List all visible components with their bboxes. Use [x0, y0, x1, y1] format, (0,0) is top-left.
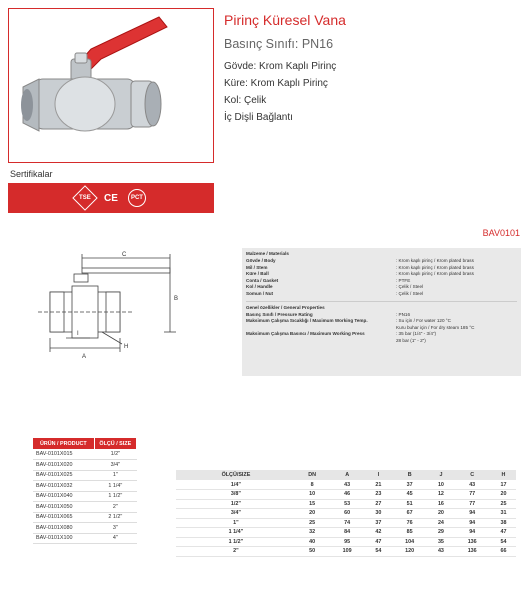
table-row: [33, 523, 137, 534]
column-header: DN: [296, 470, 329, 480]
dimension-cell: 27: [366, 499, 391, 509]
dimension-cell: 1": [176, 518, 296, 528]
dimension-cell: 74: [328, 518, 366, 528]
dimension-cell: 50: [296, 547, 329, 557]
dimension-cell: 38: [491, 518, 516, 528]
technical-drawing: [20, 248, 220, 373]
column-header: J: [428, 470, 453, 480]
dimension-cell: 12: [428, 490, 453, 500]
column-header: ÖLÇÜ/SIZE: [176, 470, 296, 480]
property-row: 28 bar (1" - 2"): [396, 337, 426, 343]
dimension-cell: 40: [296, 537, 329, 547]
table-row: [176, 547, 516, 557]
dimension-cell: 53: [328, 499, 366, 509]
dimension-cell: 120: [391, 547, 429, 557]
dimension-cell: 45: [391, 490, 429, 500]
product-info: [224, 12, 346, 126]
dimension-cell: 66: [491, 547, 516, 557]
dimension-cell: 25: [296, 518, 329, 528]
product-code-cell: BAV-0101X020: [33, 460, 94, 471]
dim-label-i: I: [77, 331, 79, 337]
dimension-cell: 30: [366, 509, 391, 519]
table-row: [176, 509, 516, 519]
dimension-cell: 77: [453, 490, 491, 500]
ball-valve-image: [9, 9, 212, 161]
pct-mark-icon: PCT: [128, 189, 146, 207]
material-row: Küre / Ball : Krom kaplı pirinç / Krom plated brass: [246, 271, 474, 277]
dimension-cell: 32: [296, 528, 329, 538]
table-row: [33, 512, 137, 523]
dimension-cell: 136: [453, 547, 491, 557]
dimension-cell: 51: [391, 499, 429, 509]
dimension-cell: 24: [428, 518, 453, 528]
dimension-cell: 3/4": [176, 509, 296, 519]
dimension-cell: 136: [453, 537, 491, 547]
dimension-cell: 16: [428, 499, 453, 509]
product-title: Pirinç Küresel Vana: [224, 12, 346, 28]
dimension-cell: 23: [366, 490, 391, 500]
column-header: I: [366, 470, 391, 480]
dimension-cell: 35: [428, 537, 453, 547]
table-row: [176, 499, 516, 509]
dimension-cell: 54: [366, 547, 391, 557]
dimension-cell: 2": [176, 547, 296, 557]
dimension-cell: 85: [391, 528, 429, 538]
dimension-cell: 10: [296, 490, 329, 500]
dimension-cell: 20: [428, 509, 453, 519]
size-cell: 2 1/2": [94, 512, 136, 523]
dimension-cell: 29: [428, 528, 453, 538]
product-code-cell: BAV-0101X040: [33, 491, 94, 502]
product-code-cell: BAV-0101X025: [33, 470, 94, 481]
column-header: C: [453, 470, 491, 480]
table-row: [33, 533, 137, 544]
column-header: ÖLÇÜ / SIZE: [94, 438, 136, 449]
size-cell: 1 1/4": [94, 481, 136, 492]
dimension-cell: 94: [453, 528, 491, 538]
table-row: [176, 480, 516, 490]
spec-connection: İç Dişli Bağlantı: [224, 112, 293, 123]
dimension-cell: 109: [328, 547, 366, 557]
dimension-cell: 25: [491, 499, 516, 509]
size-cell: 2": [94, 502, 136, 513]
material-row: Kol / Handle : Çelik / Steel: [246, 284, 424, 290]
dimension-cell: 43: [428, 547, 453, 557]
table-row: [33, 460, 137, 471]
size-cell: 1": [94, 470, 136, 481]
size-cell: 3": [94, 523, 136, 534]
dimension-cell: 76: [391, 518, 429, 528]
valve-drawing: [20, 248, 220, 368]
dimension-cell: 1/4": [176, 480, 296, 490]
dimension-cell: 47: [366, 537, 391, 547]
property-row: Maksimum Çalışma Sıcaklığı / Maximum Working Temp. : Su için / For water 120 °C: [246, 318, 451, 324]
column-header: B: [391, 470, 429, 480]
dimension-cell: 77: [453, 499, 491, 509]
property-row: Maksimum Çalışma Basıncı / Maximum Working Press : 35 bar (1/4" - 3/4"): [246, 331, 437, 337]
size-cell: 4": [94, 533, 136, 544]
dimension-cell: 20: [296, 509, 329, 519]
product-code-cell: BAV-0101X065: [33, 512, 94, 523]
dimension-cell: 43: [453, 480, 491, 490]
dimension-cell: 15: [296, 499, 329, 509]
material-row: Somun / Nut : Çelik / Steel: [246, 290, 424, 296]
dimension-cell: 47: [491, 528, 516, 538]
table-row: [176, 518, 516, 528]
dimension-cell: 31: [491, 509, 516, 519]
product-code-cell: BAV-0101X050: [33, 502, 94, 513]
materials-header: Malzeme / Materials: [246, 251, 289, 256]
product-code: BAV0101: [482, 228, 520, 238]
dimension-cell: 42: [366, 528, 391, 538]
dim-label-b: B: [174, 296, 179, 302]
certificates-label: Sertifikalar: [10, 169, 53, 179]
product-code-cell: BAV-0101X080: [33, 523, 94, 534]
table-row: [33, 481, 137, 492]
dimension-cell: 21: [366, 480, 391, 490]
dimension-cell: 60: [328, 509, 366, 519]
dimension-cell: 94: [453, 509, 491, 519]
materials-box: [242, 248, 521, 376]
dimension-cell: 54: [491, 537, 516, 547]
size-cell: 1/2": [94, 449, 136, 460]
column-header: H: [491, 470, 516, 480]
property-row: Basınç Sınıfı / Pressure Rating : PN16: [246, 311, 411, 317]
dimension-cell: 84: [328, 528, 366, 538]
dimension-cell: 94: [453, 518, 491, 528]
dimension-cell: 1 1/2": [176, 537, 296, 547]
product-size-table: [33, 438, 137, 544]
dimension-cell: 20: [491, 490, 516, 500]
column-header: A: [328, 470, 366, 480]
table-row: [176, 528, 516, 538]
ce-mark-icon: CE: [104, 192, 118, 204]
size-cell: 3/4": [94, 460, 136, 471]
table-row: [33, 470, 137, 481]
product-code-cell: BAV-0101X032: [33, 481, 94, 492]
dimension-cell: 46: [328, 490, 366, 500]
table-row: [176, 490, 516, 500]
dimension-cell: 37: [391, 480, 429, 490]
table-row: [33, 449, 137, 460]
product-code-cell: BAV-0101X015: [33, 449, 94, 460]
material-row: Mil / Stem : Krom kaplı pirinç / Krom plated brass: [246, 264, 474, 270]
property-row: Kuru buhar için / For dry steam 185 °C: [396, 324, 475, 330]
dimension-cell: 1 1/4": [176, 528, 296, 538]
spec-handle: Kol: Çelik: [224, 95, 267, 106]
dimension-cell: 43: [328, 480, 366, 490]
dimension-cell: 1/2": [176, 499, 296, 509]
dimension-cell: 95: [328, 537, 366, 547]
spec-ball: Küre: Krom Kaplı Pirinç: [224, 78, 328, 89]
tse-mark-icon: TSE: [72, 185, 97, 210]
dimension-cell: 37: [366, 518, 391, 528]
product-code-cell: BAV-0101X100: [33, 533, 94, 544]
general-properties-header: Genel özellikler / General Properties: [246, 304, 325, 310]
dimension-cell: 8: [296, 480, 329, 490]
material-row: Gövde / Body : Krom kaplı pirinç / Krom plated brass: [246, 258, 474, 263]
dimension-cell: 104: [391, 537, 429, 547]
material-row: Conta / Gasket : PTFE: [246, 277, 411, 283]
pressure-class: Basınç Sınıfı: PN16: [224, 37, 334, 51]
certificates-bar: [8, 183, 214, 213]
table-row: [33, 502, 137, 513]
size-cell: 1 1/2": [94, 491, 136, 502]
dimension-cell: 10: [428, 480, 453, 490]
dimension-cell: 67: [391, 509, 429, 519]
product-photo: [8, 8, 214, 163]
dimension-cell: 17: [491, 480, 516, 490]
dimension-cell: 3/8": [176, 490, 296, 500]
dimension-table: [176, 470, 516, 557]
dim-label-h: H: [124, 344, 129, 350]
dim-label-c: C: [122, 252, 127, 258]
table-row: [176, 537, 516, 547]
dim-label-a: A: [82, 354, 87, 360]
spec-body: Gövde: Krom Kaplı Pirinç: [224, 61, 337, 72]
column-header: ÜRÜN / PRODUCT: [33, 438, 94, 449]
table-row: [33, 491, 137, 502]
